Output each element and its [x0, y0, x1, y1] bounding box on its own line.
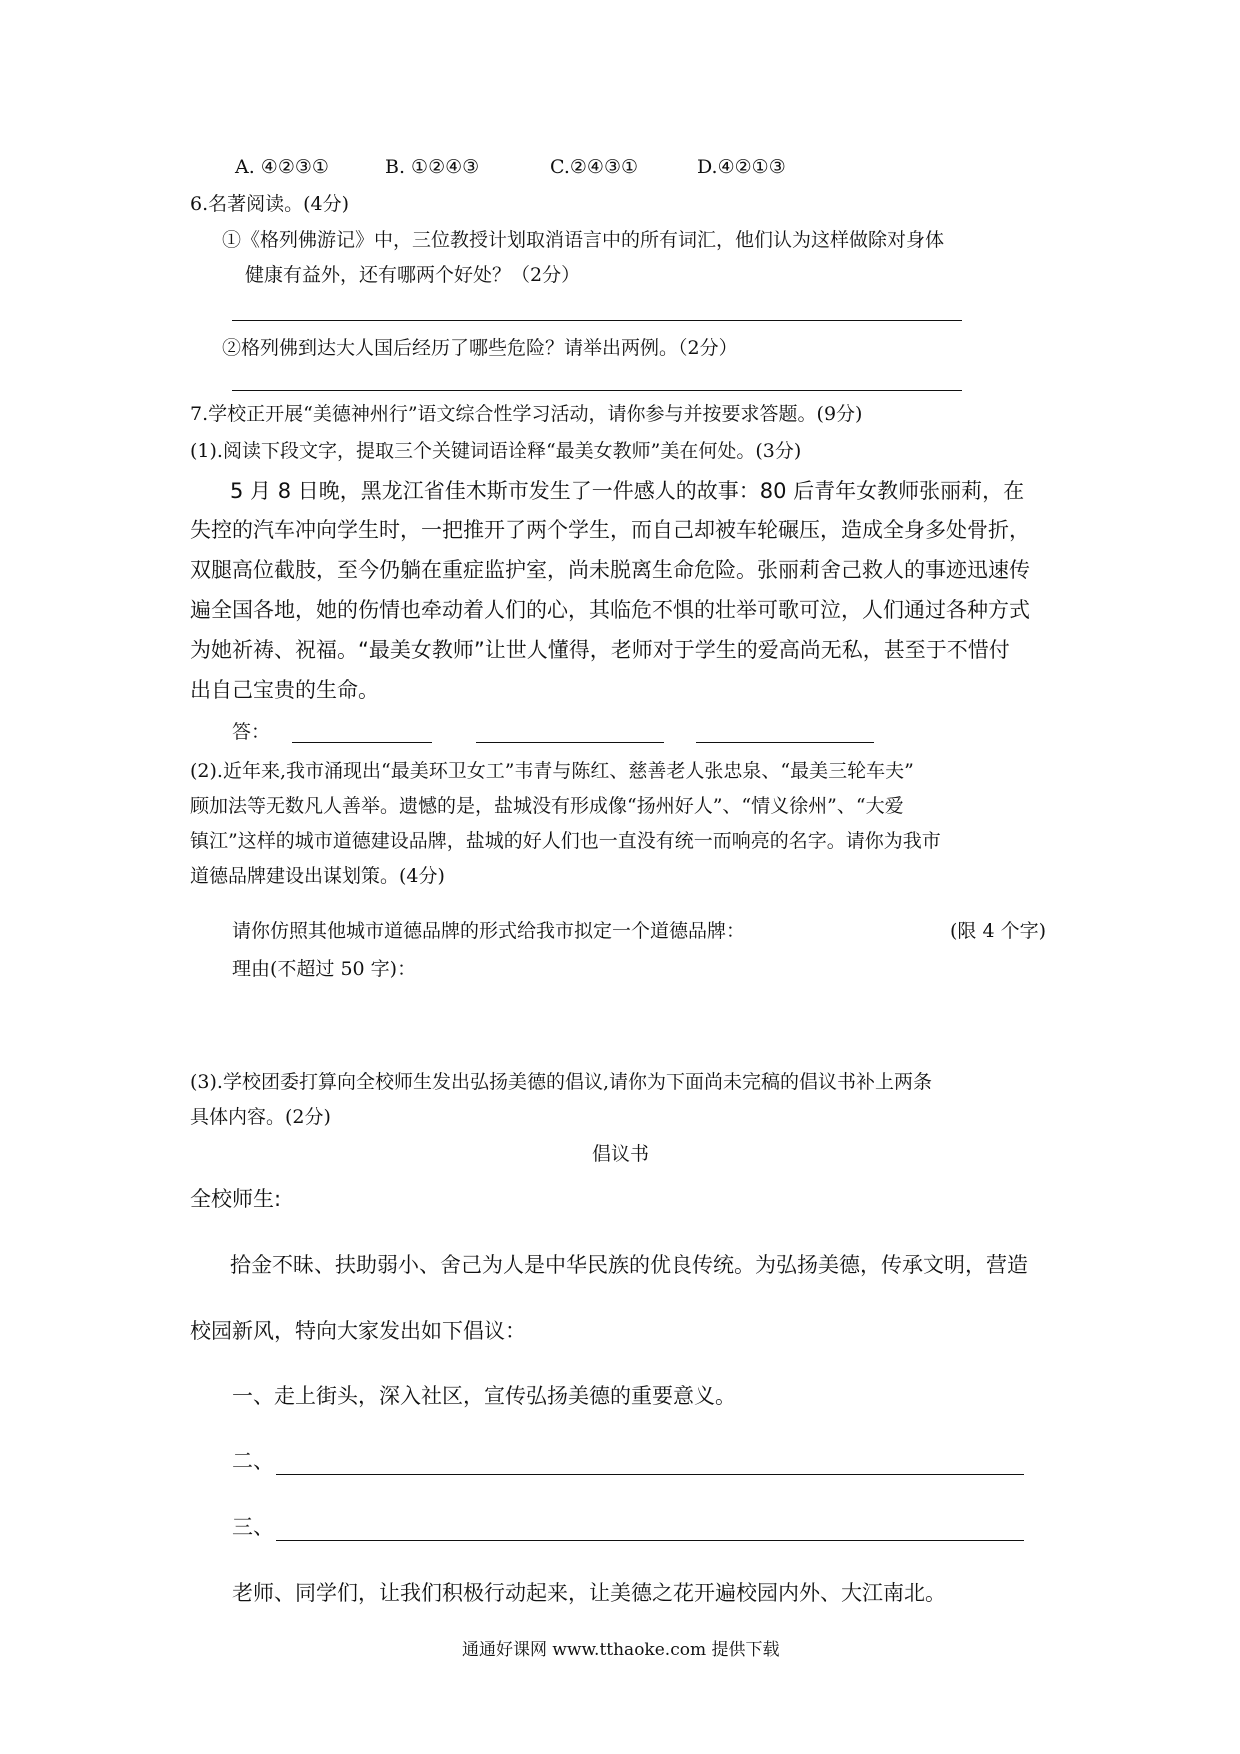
- passage-line-5: 为她祈祷、祝福。“最美女教师”让世人懂得，老师对于学生的爱高尚无私，甚至于不惜付: [190, 638, 1010, 662]
- proposal-closing: 老师、同学们，让我们积极行动起来，让美德之花开遍校园内外、大江南北。: [232, 1581, 946, 1605]
- passage-line-1: 5 月 8 日晚，黑龙江省佳木斯市发生了一件感人的故事：80 后青年女教师张丽莉，在: [230, 479, 1025, 503]
- brand-prompt: 请你仿照其他城市道德品牌的形式给我市拟定一个道德品牌：: [232, 920, 746, 942]
- answer-blank-3[interactable]: [696, 742, 874, 743]
- proposal-item-2-label: 二、: [232, 1449, 274, 1473]
- answer-line-q6-2[interactable]: [232, 390, 962, 391]
- brand-limit: (限 4 个字): [950, 920, 1046, 942]
- option-b: B. ①②④③: [385, 156, 480, 178]
- option-d: D.④②①③: [697, 156, 786, 178]
- proposal-item-2-blank[interactable]: [276, 1474, 1024, 1475]
- answer-label: 答：: [232, 721, 271, 743]
- question-7-title: 7.学校正开展“美德神州行”语文综合性学习活动，请你参与并按要求答题。(9分): [190, 403, 863, 425]
- salutation: 全校师生:: [190, 1187, 282, 1211]
- passage-line-2: 失控的汽车冲向学生时，一把推开了两个学生，而自己却被车轮碾压，造成全身多处骨折，: [190, 518, 1030, 542]
- passage-line-6: 出自己宝贵的生命。: [190, 678, 379, 702]
- question-7-part1-prompt: (1).阅读下段文字，提取三个关键词语诠释“最美女教师”美在何处。(3分): [190, 440, 802, 462]
- part2-line-3: 镇江”这样的城市道德建设品牌，盐城的好人们也一直没有统一而响亮的名字。请你为我市: [190, 830, 941, 852]
- part3-line-1: (3).学校团委打算向全校师生发出弘扬美德的倡议,请你为下面尚未完稿的倡议书补上两条: [190, 1071, 932, 1093]
- question-6-sub1-line1: ①《格列佛游记》中，三位教授计划取消语言中的所有词汇，他们认为这样做除对身体: [222, 229, 945, 251]
- answer-line-q6-1[interactable]: [232, 320, 962, 321]
- reason-prompt: 理由(不超过 50 字)：: [232, 958, 417, 980]
- part3-line-2: 具体内容。(2分): [190, 1106, 331, 1128]
- proposal-body-2: 校园新风，特向大家发出如下倡议：: [190, 1319, 526, 1343]
- answer-blank-2[interactable]: [476, 742, 664, 743]
- option-a: A. ④②③①: [235, 156, 329, 178]
- question-6-title: 6.名著阅读。(4分): [190, 193, 350, 215]
- proposal-body-1: 拾金不昧、扶助弱小、舍己为人是中华民族的优良传统。为弘扬美德，传承文明，营造: [230, 1253, 1028, 1277]
- part2-line-4: 道德品牌建设出谋划策。(4分): [190, 865, 445, 887]
- passage-line-4: 遍全国各地，她的伤情也牵动着人们的心，其临危不惧的壮举可歌可泣，人们通过各种方式: [190, 598, 1030, 622]
- page-footer: 通通好课网 www.tthaoke.com 提供下载: [462, 1640, 780, 1660]
- proposal-item-3-label: 三、: [232, 1515, 274, 1539]
- proposal-item-3-blank[interactable]: [276, 1540, 1024, 1541]
- proposal-item-1: 一、走上街头，深入社区，宣传弘扬美德的重要意义。: [232, 1384, 736, 1408]
- answer-blank-1[interactable]: [292, 742, 432, 743]
- question-6-sub1-line2: 健康有益外，还有哪两个好处？（2分）: [245, 264, 581, 286]
- passage-line-3: 双腿高位截肢，至今仍躺在重症监护室，尚未脱离生命危险。张丽莉舍己救人的事迹迅速传: [190, 558, 1030, 582]
- part2-line-1: (2).近年来,我市涌现出“最美环卫女工”韦青与陈红、慈善老人张忠泉、“最美三轮车夫”: [190, 760, 914, 782]
- question-6-sub2: ②格列佛到达大人国后经历了哪些危险？请举出两例。（2分）: [222, 337, 738, 359]
- part2-line-2: 顾加法等无数凡人善举。遗憾的是，盐城没有形成像“扬州好人”、“情义徐州”、“大爱: [190, 795, 904, 817]
- option-c: C.②④③①: [550, 156, 639, 178]
- proposal-title: 倡议书: [592, 1143, 650, 1165]
